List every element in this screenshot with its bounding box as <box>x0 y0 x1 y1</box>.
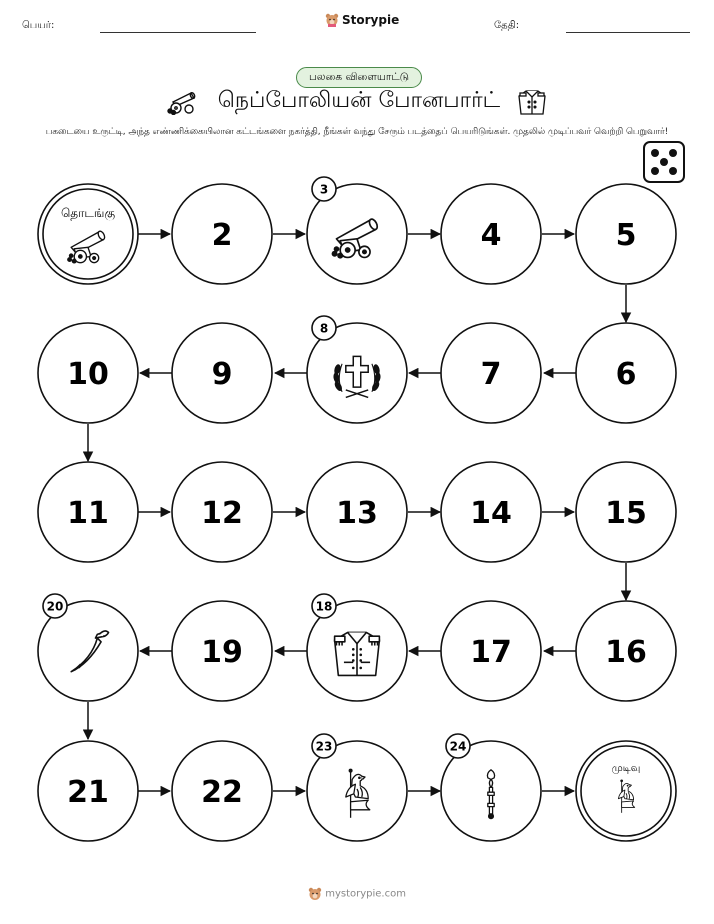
space-number: 6 <box>615 357 637 392</box>
uniform-jacket-icon <box>335 632 380 675</box>
board-space-19 <box>172 601 272 701</box>
board-space-24 <box>441 734 541 841</box>
board-space-23 <box>307 734 407 841</box>
board-space-10 <box>38 323 138 423</box>
board-space-20 <box>38 594 138 701</box>
board-space-5 <box>576 184 676 284</box>
brand-name: Storypie <box>342 13 400 27</box>
space-number: 9 <box>211 357 233 392</box>
board-space-17 <box>441 601 541 701</box>
footer-url: mystorypie.com <box>325 888 406 900</box>
space-number: 23 <box>315 739 333 754</box>
space-number: 19 <box>201 635 243 670</box>
space-number: 4 <box>480 218 502 253</box>
board-space-22 <box>172 741 272 841</box>
space-number: 17 <box>470 635 512 670</box>
space-number: 7 <box>480 357 502 392</box>
space-number: 22 <box>201 775 243 810</box>
space-number: 16 <box>605 635 647 670</box>
space-number: 24 <box>449 739 467 754</box>
board-space-4 <box>441 184 541 284</box>
board-space-11 <box>38 462 138 562</box>
space-circle <box>38 184 138 284</box>
board-cells <box>38 177 676 841</box>
space-number: 5 <box>615 218 637 253</box>
name-label: பெயர்: <box>22 20 55 31</box>
space-number: 13 <box>336 496 378 531</box>
board-space-16 <box>576 601 676 701</box>
instructions-text: பகடையை உருட்டி, அந்த எண்ணிக்கையிலான கட்டங்களை நகர்த்தி, நீங்கள் வந்து சேரும் படத்தைப் பெயரிடுங்கள். முதலில் முடிப்பவர் வெற்றி பெறுவார்! <box>45 127 669 137</box>
bear-mascot-icon <box>308 887 322 901</box>
space-number: 20 <box>46 599 64 614</box>
space-number: 18 <box>315 599 333 614</box>
board-space-18 <box>307 594 407 701</box>
board-space-12 <box>172 462 272 562</box>
start-label: தொடங்கு <box>60 206 116 220</box>
board-space-3 <box>307 177 407 284</box>
date-label: தேதி: <box>494 20 520 31</box>
board-space-13 <box>307 462 407 562</box>
space-number: 2 <box>211 218 233 253</box>
space-number: 15 <box>605 496 647 531</box>
board-space-2 <box>172 184 272 284</box>
footer <box>0 887 714 901</box>
board-space-21 <box>38 741 138 841</box>
board-space-15 <box>576 462 676 562</box>
space-number: 21 <box>67 775 109 810</box>
space-number: 12 <box>201 496 243 531</box>
space-number: 10 <box>67 357 109 392</box>
board-space-6 <box>576 323 676 423</box>
game-type-badge: பலகை விளையாட்டு <box>296 67 422 88</box>
space-number: 11 <box>67 496 109 531</box>
end-label: முடிவு <box>611 763 641 774</box>
board-space-8 <box>307 316 407 423</box>
board-space-9 <box>172 323 272 423</box>
space-number: 14 <box>470 496 512 531</box>
board-space-14 <box>441 462 541 562</box>
space-number: 3 <box>319 182 329 197</box>
title-text: நெப்போலியன் போனபார்ட் <box>217 88 501 113</box>
board-space-end <box>576 741 676 841</box>
space-number: 8 <box>319 321 329 336</box>
board-space-7 <box>441 323 541 423</box>
board-space-start <box>38 184 138 284</box>
